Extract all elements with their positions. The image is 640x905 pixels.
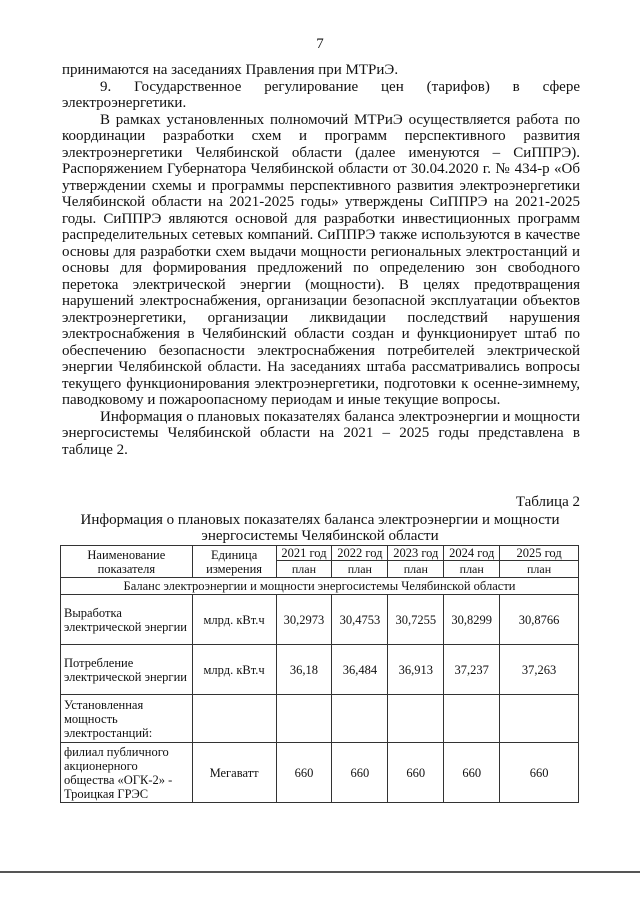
row-value: 660 <box>500 743 579 803</box>
header-year: 2021 год <box>276 546 332 561</box>
scan-edge-line <box>0 871 640 873</box>
header-year: 2024 год <box>444 546 500 561</box>
header-plan: план <box>332 561 388 578</box>
paragraph-continuation: принимаются на заседаниях Правления при МТРиЭ. <box>62 62 399 78</box>
section-heading: 9. Государственное регулирование цен (тарифов) в сфере электроэнергетики. <box>62 78 580 111</box>
row-value: 30,4753 <box>332 595 388 645</box>
row-value <box>276 695 332 743</box>
row-value <box>388 695 444 743</box>
section-title: Баланс электроэнергии и мощности энергосистемы Челябинской области <box>61 578 579 595</box>
header-unit: Единица измерения <box>192 546 276 578</box>
table-title: Информация о плановых показателях баланса электроэнергии и мощности энергосистемы Челябинской области <box>80 512 560 544</box>
header-year: 2022 год <box>332 546 388 561</box>
row-value: 660 <box>332 743 388 803</box>
table-row <box>61 645 579 695</box>
table-caption: Таблица 2 <box>515 494 580 510</box>
page-number: 7 <box>316 36 324 52</box>
row-unit: млрд. кВт.ч <box>192 645 276 695</box>
row-value: 37,263 <box>500 645 579 695</box>
header-row <box>61 546 579 561</box>
row-name: филиал публичного акционерного общества «ОГК-2» - Троицкая ГРЭС <box>61 743 193 803</box>
row-value <box>444 695 500 743</box>
row-value: 660 <box>276 743 332 803</box>
header-plan: план <box>276 561 332 578</box>
row-name: Потребление электрической энергии <box>61 645 193 695</box>
row-value: 36,484 <box>332 645 388 695</box>
row-name: Выработка электрической энергии <box>61 595 193 645</box>
body-text <box>62 62 580 458</box>
balance-table <box>60 545 579 803</box>
row-value: 36,913 <box>388 645 444 695</box>
table-row <box>61 595 579 645</box>
row-value: 30,8766 <box>500 595 579 645</box>
row-unit <box>192 695 276 743</box>
section-row <box>61 578 579 595</box>
row-value: 36,18 <box>276 645 332 695</box>
row-value: 30,2973 <box>276 595 332 645</box>
row-value: 30,7255 <box>388 595 444 645</box>
row-value <box>332 695 388 743</box>
row-name: Установленная мощность электростанций: <box>61 695 193 743</box>
header-indicator: Наименование показателя <box>61 546 193 578</box>
table-row <box>61 743 579 803</box>
header-year: 2023 год <box>388 546 444 561</box>
paragraph-table-intro: Информация о плановых показателях баланса электроэнергии и мощности энергосистемы Челябинской области на 2021 – 2025 годы представлена в таблице 2. <box>62 408 580 458</box>
row-value: 37,237 <box>444 645 500 695</box>
row-unit: млрд. кВт.ч <box>192 595 276 645</box>
header-plan: план <box>500 561 579 578</box>
header-year: 2025 год <box>500 546 579 561</box>
row-value: 30,8299 <box>444 595 500 645</box>
table-row <box>61 695 579 743</box>
header-plan: план <box>388 561 444 578</box>
row-value <box>500 695 579 743</box>
paragraph-main: В рамках установленных полномочий МТРиЭ осуществляется работа по координации разработки схем и программ перспективного развития электроэнергетики Челябинской области (далее именуются – СиППРЭ). Распоряжением Губернатора Челябинской области от 30.04.2020 г. № 434-р «Об утверждении схемы и программы перспективного развития электроэнергетики Челябинской области на 2021-2025 годы» утверждены СиППРЭ на 2021-2025 годы. СиППРЭ являются основой для разработки инвестиционных программ распределительных сетевых компаний. СиППРЭ также используются в качестве основы для разработки схем выдачи мощности региональных электростанций и основы для формирования предложений по определению зон свободного перетока электрической энергии (мощности). В целях предотвращения нарушений электроснабжения, организации безопасной эксплуатации объектов электроэнергетики, организации ликвидации последствий нарушения электроснабжения в Челябинский области создан и функционирует штаб по обеспечению безопасности электроснабжения потребителей электрической энергии Челябинской области. На заседаниях штаба рассматривались вопросы текущего функционирования электроэнергетики, подготовки к осенне-зимнему, паводковому и пожароопасному периодам и иные текущие вопросы. <box>62 111 580 408</box>
row-value: 660 <box>388 743 444 803</box>
row-value: 660 <box>444 743 500 803</box>
header-plan: план <box>444 561 500 578</box>
row-unit: Мегаватт <box>192 743 276 803</box>
